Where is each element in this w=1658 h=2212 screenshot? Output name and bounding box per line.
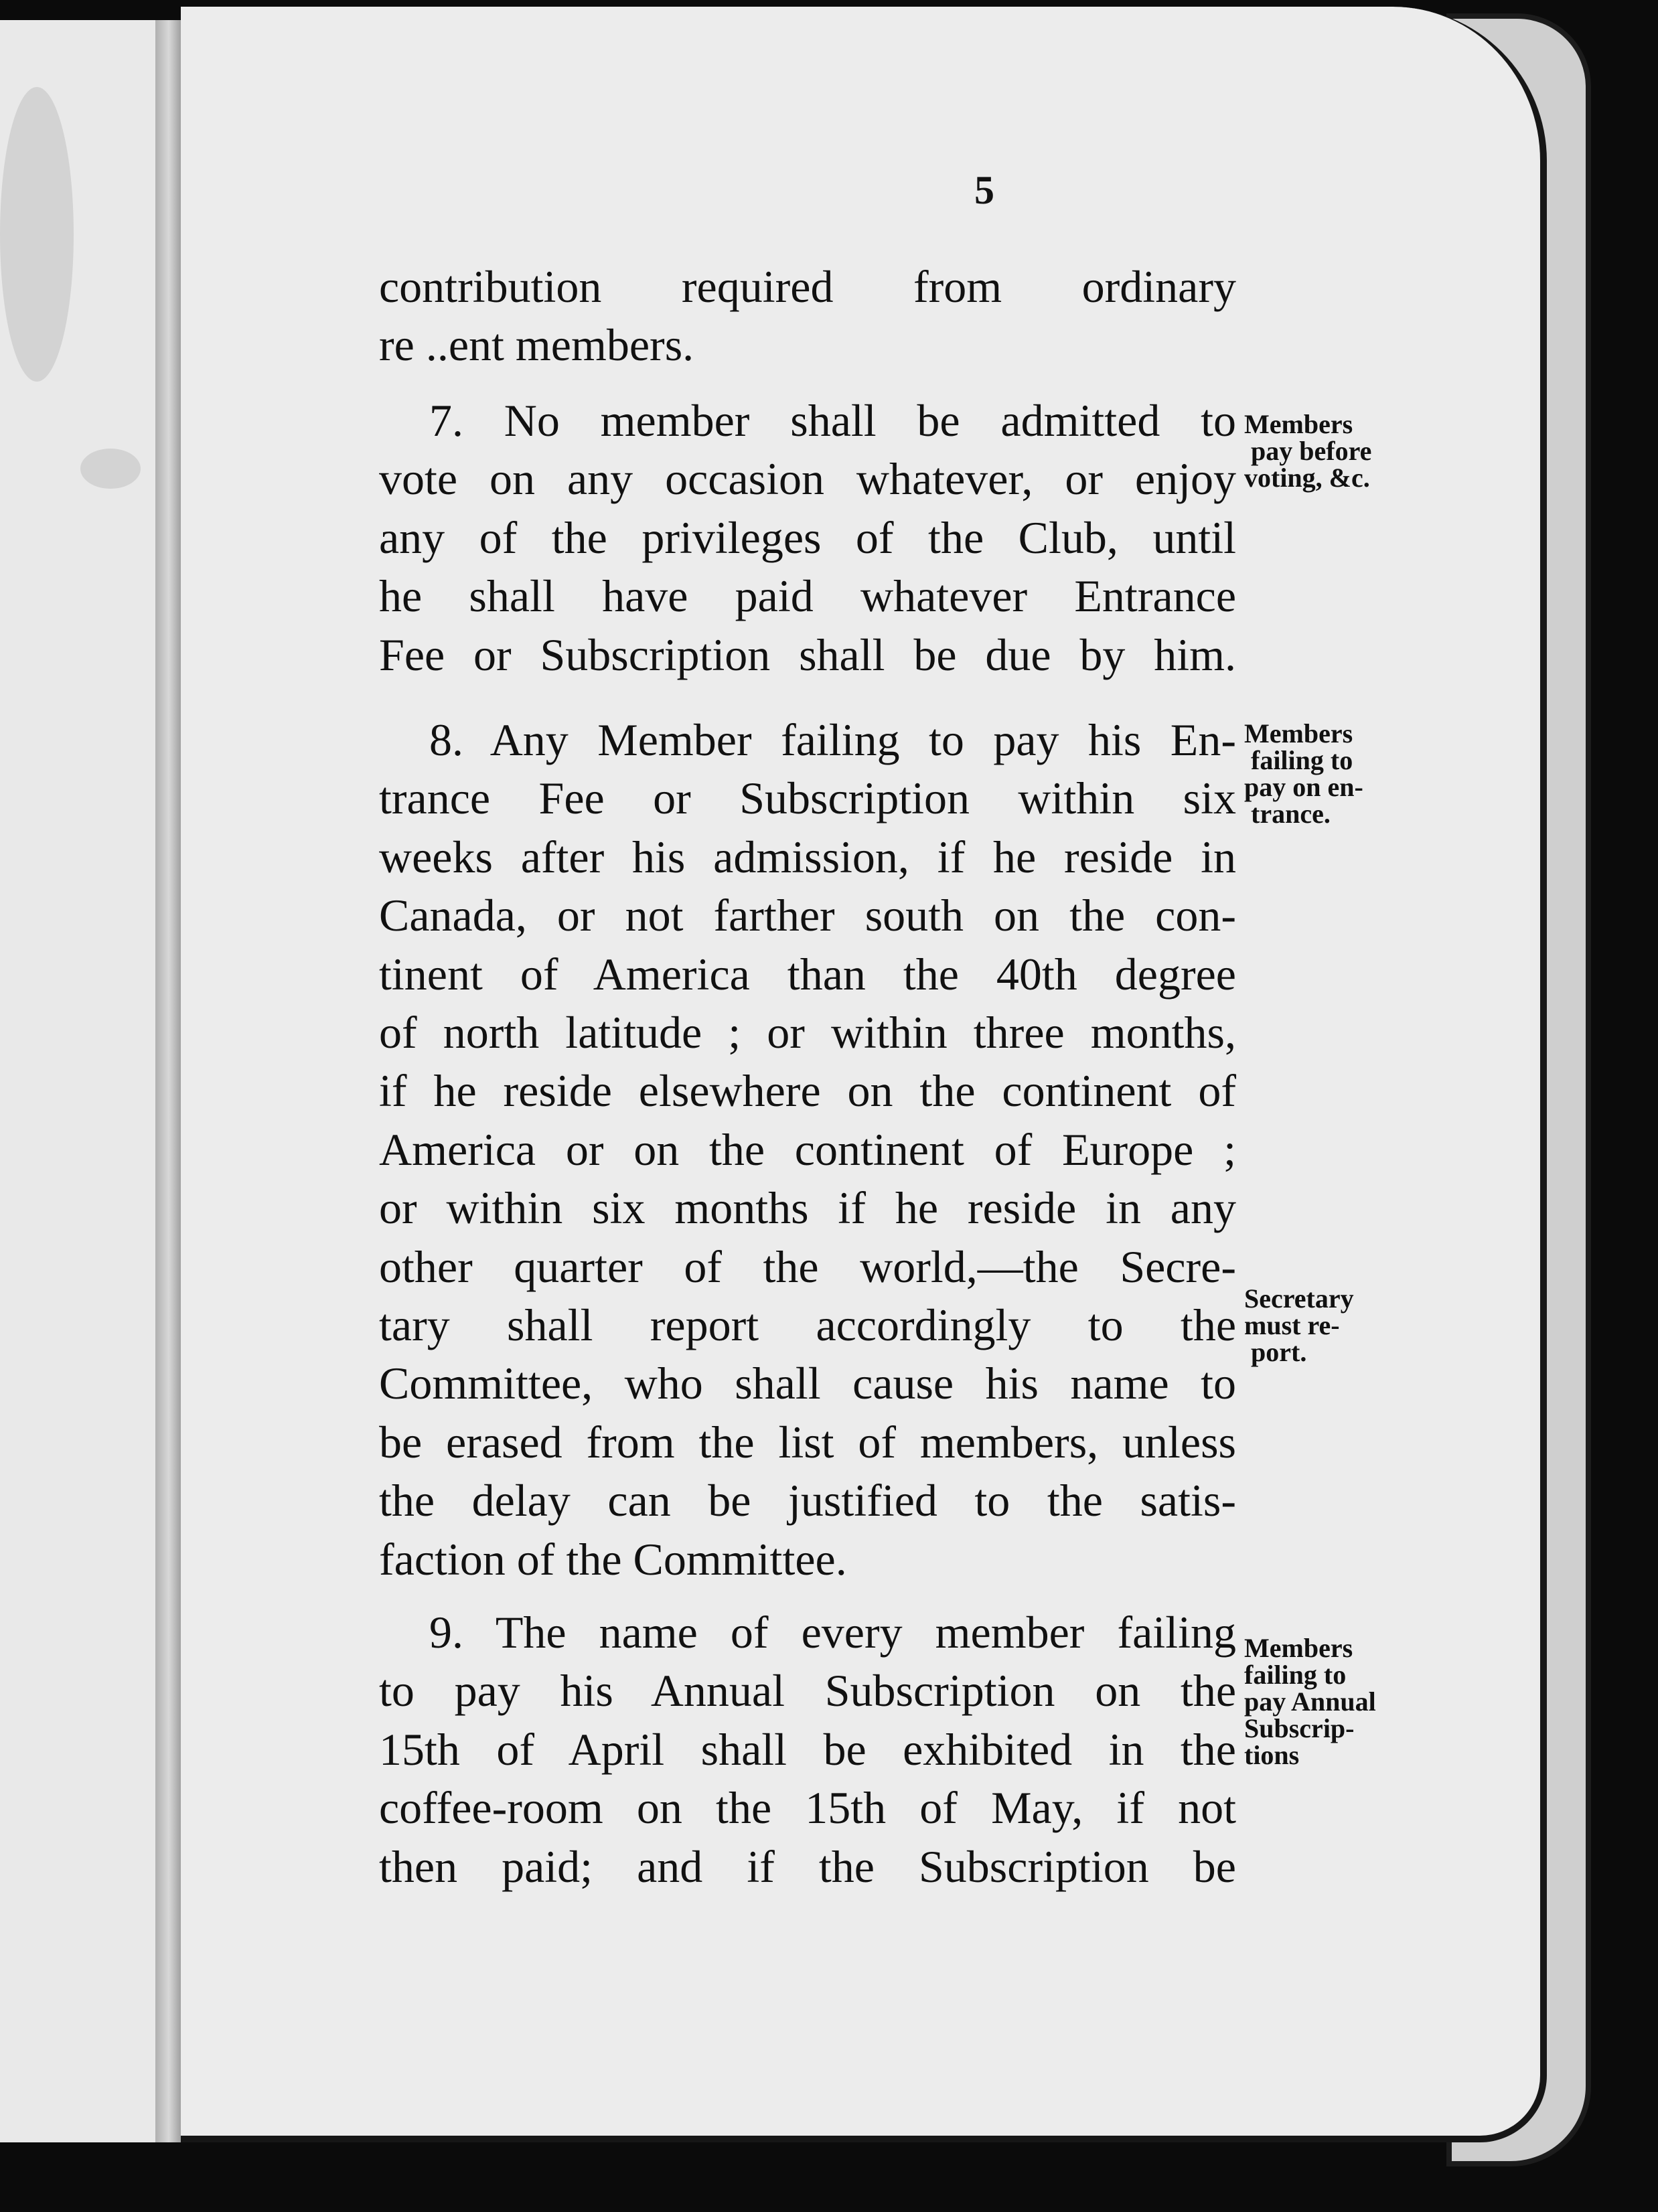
sidenote-line: pay before [1251, 436, 1372, 466]
continuation-text [379, 258, 1236, 375]
text-line: weeks after his admission, if he reside in [379, 831, 1236, 882]
paragraph-8 [379, 711, 1236, 1589]
text-line: be erased from the list of members, unless [379, 1416, 1236, 1468]
sidenote-secretary [1244, 1285, 1432, 1366]
sidenote-line: tions [1244, 1740, 1300, 1770]
text-line: vote on any occasion whatever, or enjoy [379, 453, 1236, 505]
sidenote-line: Secretary [1244, 1283, 1354, 1314]
sidenote-line: failing to [1251, 745, 1353, 775]
sidenote-pay-before [1244, 411, 1432, 491]
text-line: any of the privileges of the Club, until [379, 511, 1236, 563]
text-line: coffee-room on the 15th of May, if not [379, 1782, 1236, 1834]
text-line: of north latitude ; or within three months, [379, 1007, 1236, 1058]
sidenote-line: Members [1244, 718, 1353, 748]
sidenote-line: Subscrip- [1244, 1713, 1355, 1743]
text-line: other quarter of the world,—the Secre- [379, 1241, 1236, 1292]
text-line: he shall have paid whatever Entrance [379, 570, 1236, 622]
book-gutter [155, 20, 182, 2142]
text-line: tinent of America than the 40th degree [379, 948, 1236, 1000]
sidenote-line: port. [1251, 1337, 1307, 1367]
text-line: or within six months if he reside in any [379, 1182, 1236, 1234]
text-line: to pay his Annual Subscription on the [379, 1665, 1236, 1717]
text-line: contribution required from ordinary [379, 261, 1236, 312]
paragraph-9 [379, 1603, 1236, 1896]
text-line: the delay can be justified to the satis- [379, 1475, 1236, 1526]
text-line: re ..ent members. [379, 319, 694, 371]
text-line: Fee or Subscription shall be due by him. [379, 629, 1236, 680]
text-line: America or on the continent of Europe ; [379, 1123, 1236, 1175]
sidenote-line: must re- [1244, 1310, 1340, 1340]
sidenote-failing-annual [1244, 1635, 1432, 1769]
sidenote-line: failing to [1244, 1660, 1347, 1690]
sidenote-line: voting, &c. [1244, 463, 1370, 493]
text-line: faction of the Committee. [379, 1533, 847, 1585]
sidenote-line: pay Annual [1244, 1686, 1376, 1717]
sidenote-line: pay on en- [1244, 772, 1363, 802]
sidenote-failing-entrance [1244, 720, 1432, 827]
sidenote-line: Members [1244, 409, 1353, 439]
paragraph-7 [379, 392, 1236, 684]
text-line: if he reside elsewhere on the continent of [379, 1065, 1236, 1117]
text-line: Canada, or not farther south on the con- [379, 890, 1236, 941]
text-line: tary shall report accordingly to the [379, 1299, 1236, 1351]
page-number: 5 [974, 168, 994, 212]
sidenote-line: trance. [1251, 799, 1331, 829]
sidenote-line: Members [1244, 1633, 1353, 1663]
text-line: Committee, who shall cause his name to [379, 1358, 1236, 1409]
text-line: 9. The name of every member failing [429, 1607, 1236, 1658]
text-line: 15th of April shall be exhibited in the [379, 1723, 1236, 1775]
text-line: 8. Any Member failing to pay his En- [429, 714, 1236, 765]
text-line: trance Fee or Subscription within six [379, 773, 1236, 824]
stain-mark [0, 87, 74, 382]
text-line: then paid; and if the Subscription be [379, 1840, 1236, 1892]
stain-mark [80, 449, 141, 489]
text-line: 7. No member shall be admitted to [429, 395, 1236, 446]
